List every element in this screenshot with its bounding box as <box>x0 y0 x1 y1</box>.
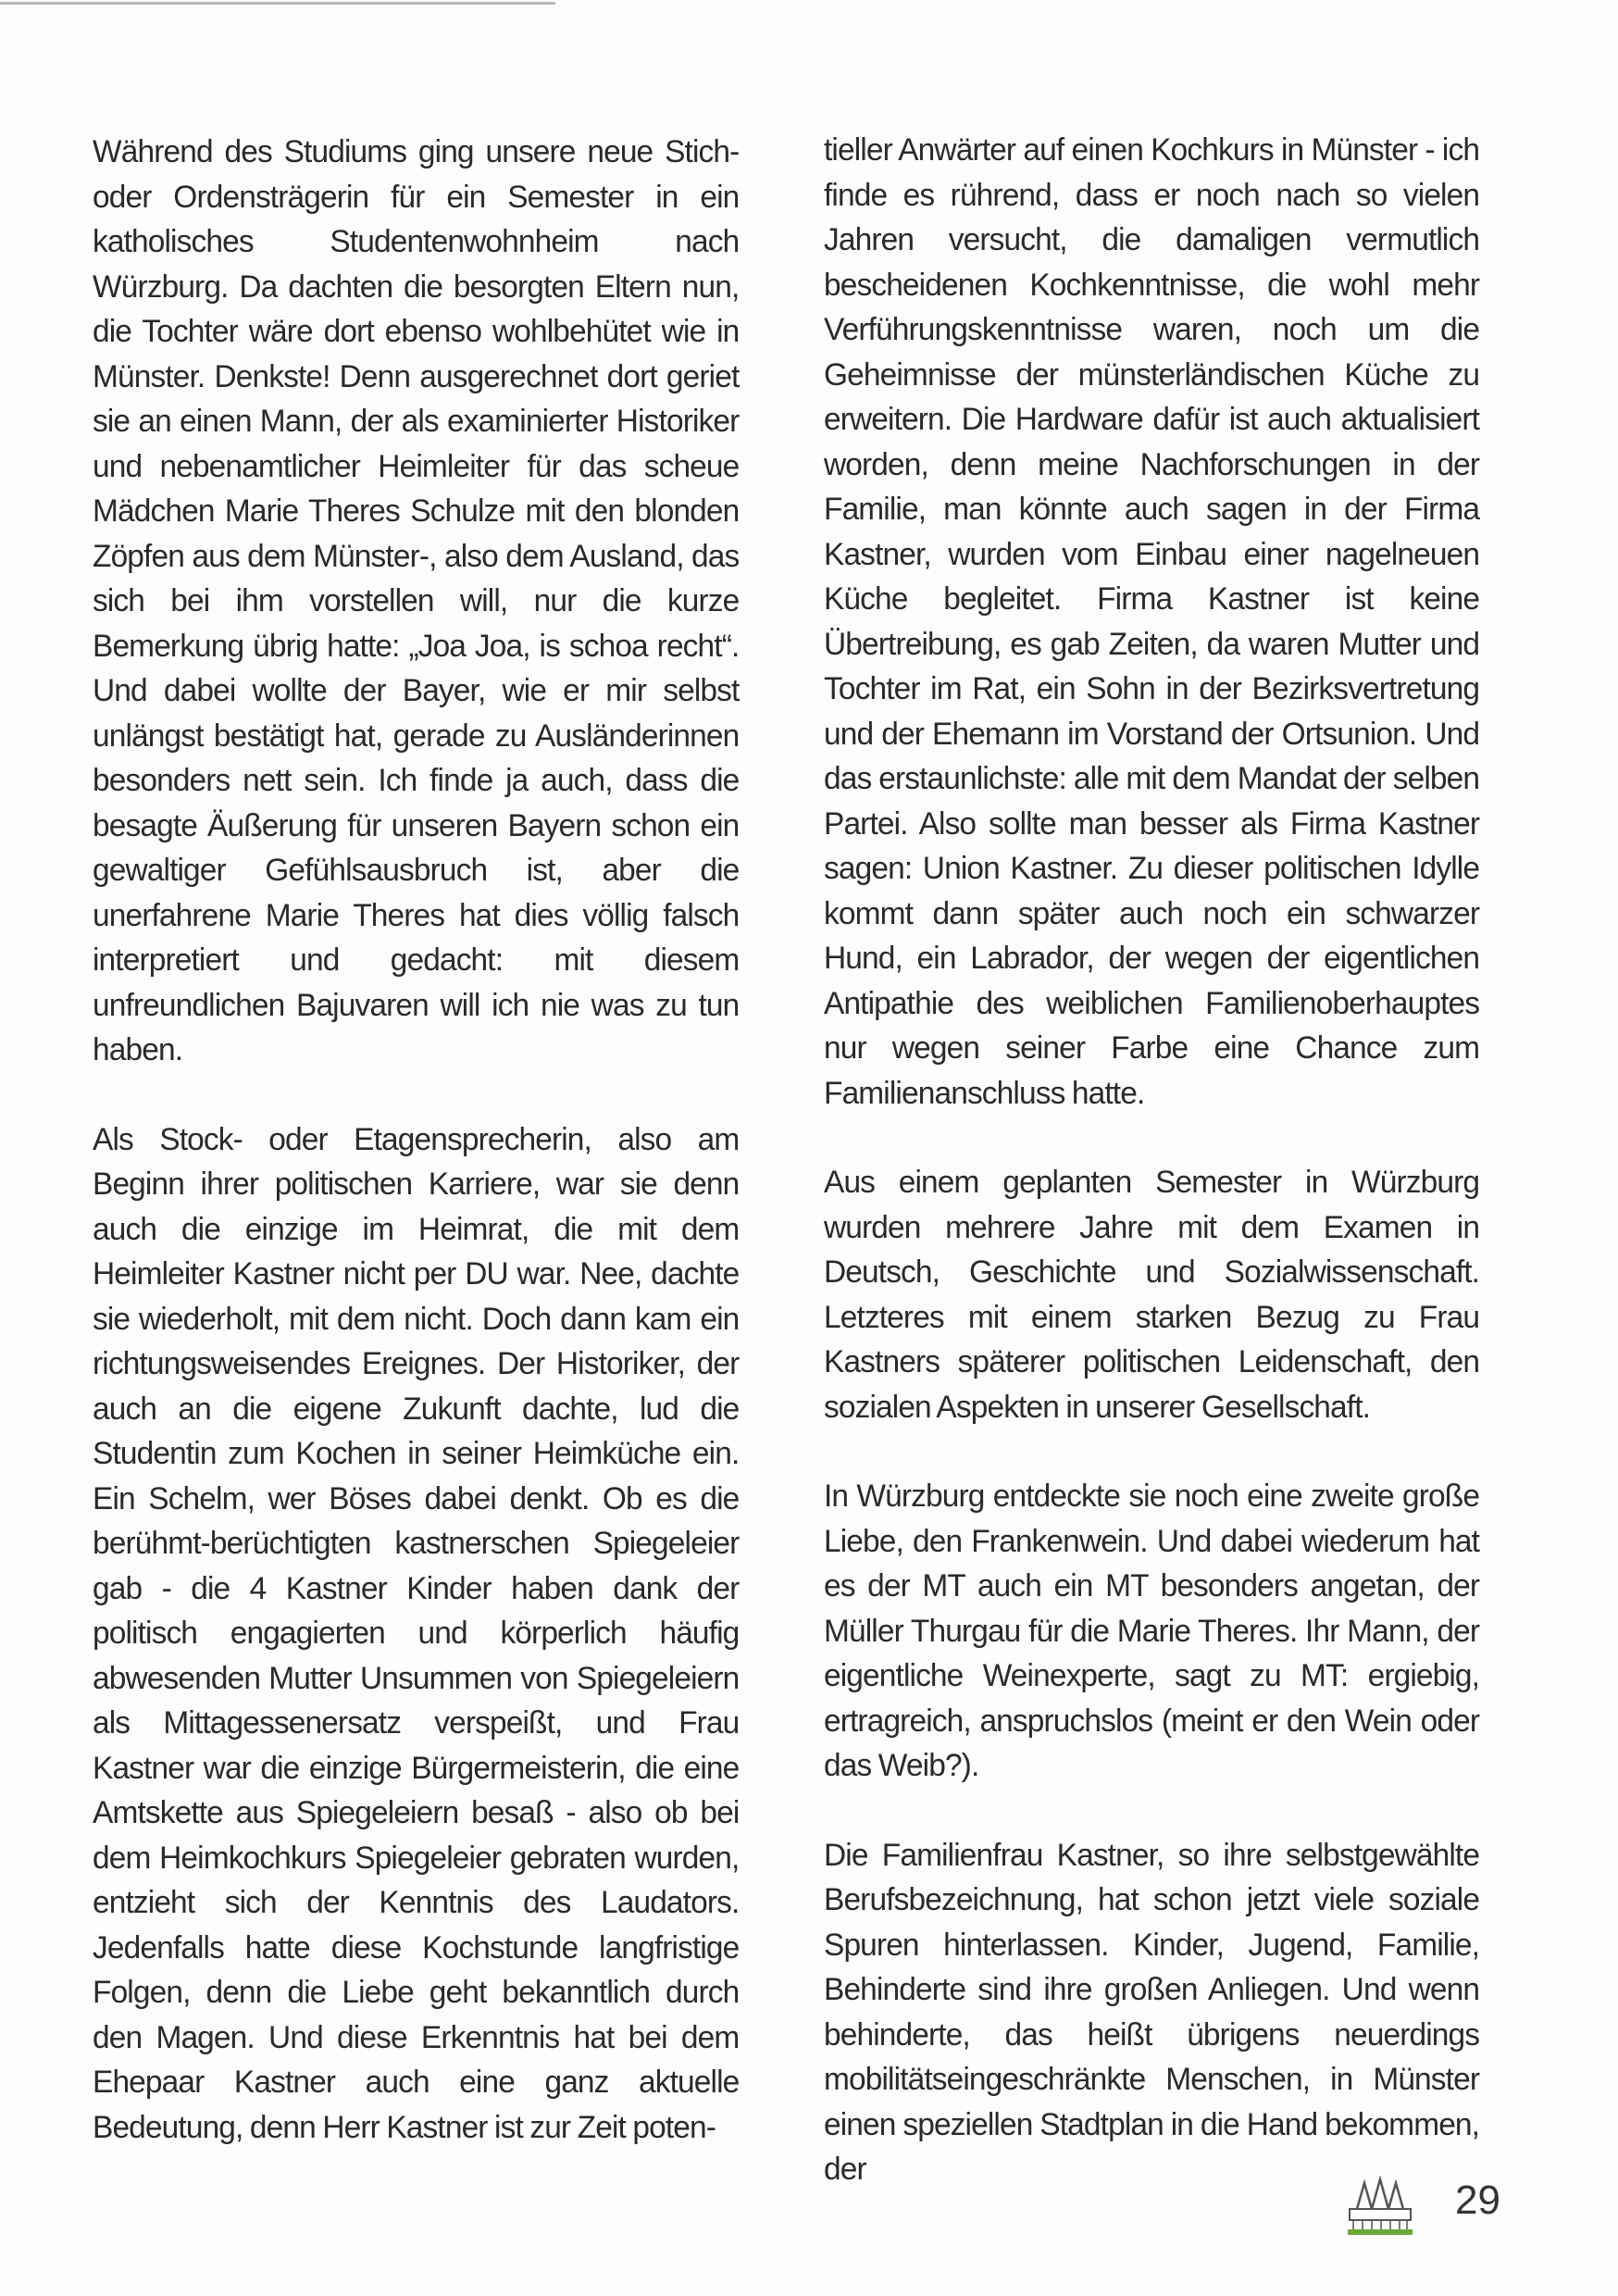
paragraph: Die Familienfrau Kastner, so ihre selbstgewählte Berufsbezeichnung, hat schon jetzt viele soziale Spuren hinterlassen. Kinder, Jugend, Familie, Behinderte sind ihre großen Anliegen. Und wenn behinderte, das heißt übrigens neuerdings mobilitätseingeschränkte Menschen, in Münster einen speziellen Stadtplan in die Hand bekommen, der <box>824 1837 1480 2187</box>
paragraph: Als Stock- oder Etagensprecherin, also am Beginn ihrer politischen Karriere, war sie denn auch die einzige im Heimrat, die mit dem Heimleiter Kastner nicht per DU war. Nee, dachte sie wiederholt, mit dem nicht. Doch dann kam ein richtungsweisendes Ereignes. Der Historiker, der auch an die eigene Zukunft dachte, lud die Studentin zum Kochen in seiner Heimküche ein. Ein Schelm, wer Böses dabei denkt. Ob es die berühmt-berüchtigten kastnerschen Spiegeleier gab - die 4 Kastner Kinder haben dank der politisch engagierten und körperlich häufig abwesenden Mutter Unsummen von Spiegeleiern als Mittagessenersatz verspeißt, und Frau Kastner war die einzige Bürgermeisterin, die eine Amtskette aus Spiegeleiern besaß - also ob bei dem Heimkochkurs Spiegeleier gebraten wurden, entzieht sich der Kenntnis des Laudators. Jedenfalls hatte diese Kochstunde langfristige Folgen, denn die Liebe geht bekanntlich durch den Magen. Und diese Erkenntnis hat bei dem Ehepaar Kastner auch eine ganz aktuelle Bedeutung, denn Herr Kastner ist zur Zeit poten- <box>93 1121 740 2145</box>
right-column <box>824 128 1500 2237</box>
building-logo-icon <box>1344 2176 1416 2239</box>
paragraph: In Würzburg entdeckte sie noch eine zweite große Liebe, den Frankenwein. Und dabei wiederum hat es der MT auch ein MT besonders angetan, der Müller Thurgau für die Marie Theres. Ihr Mann, der eigentliche Weinexperte, sagt zu MT: ergiebig, ertragreich, anspruchslos (meint er den Wein oder das Weib?). <box>824 1479 1480 1783</box>
top-rule <box>0 2 555 5</box>
left-column <box>93 130 759 2194</box>
page-number: 29 <box>1455 2177 1500 2223</box>
paragraph: tieller Anwärter auf einen Kochkurs in Münster - ich finde es rührend, dass er noch nach so vielen Jahren versucht, die damaligen vermutlich bescheidenen Kochkenntnisse, die wohl mehr Verführungskenntnisse waren, noch um die Geheimnisse der münsterländischen Küche zu erweitern. Die Hardware dafür ist auch aktualisiert worden, denn meine Nachforschungen in der Familie, man könnte auch sagen in der Firma Kastner, wurden vom Einbau einer nagelneuen Küche begleitet. Firma Kastner ist keine Übertreibung, es gab Zeiten, da waren Mutter und Tochter im Rat, ein Sohn in der Bezirksvertretung und der Ehemann im Vorstand der Ortsunion. Und das erstaunlichste: alle mit dem Mandat der selben Partei. Also sollte man besser als Firma Kastner sagen: Union Kastner. Zu dieser politischen Idylle kommt dann später auch noch ein schwarzer Hund, ein Labrador, der wegen der eigentlichen Antipathie des weiblichen Familienoberhauptes nur wegen seiner Farbe eine Chance zum Familienanschluss hatte. <box>824 132 1480 1111</box>
paragraph: Aus einem geplanten Semester in Würzburg wurden mehrere Jahre mit dem Examen in Deutsch, Geschichte und Sozialwissenschaft. Letzteres mit einem starken Bezug zu Frau Kastners späterer politischen Leidenschaft, den sozialen Aspekten in unserer Gesellschaft. <box>824 1165 1480 1425</box>
paragraph: Während des Studiums ging unsere neue Stich- oder Ordensträgerin für ein Semester in ein katholisches Studentenwohnheim nach Würzburg. Da dachten die besorgten Eltern nun, die Tochter wäre dort ebenso wohlbehütet wie in Münster. Denkste! Denn ausgerechnet dort geriet sie an einen Mann, der als examinierter Historiker und nebenamtlicher Heimleiter für das scheue Mädchen Marie Theres Schulze mit den blonden Zöpfen aus dem Münster-, also dem Ausland, das sich bei ihm vorstellen will, nur die kurze Bemerkung übrig hatte: „Joa Joa, is schoa recht“. Und dabei wollte der Bayer, wie er mir selbst unlängst bestätigt hat, gerade zu Ausländerinnen besonders nett sein. Ich finde ja auch, dass die besagte Äußerung für unseren Bayern schon ein gewaltiger Gefühlsausbruch ist, aber die unerfahrene Marie Theres hat dies völlig falsch interpretiert und gedacht: mit diesem unfreundlichen Bajuvaren will ich nie was zu tun haben. <box>93 134 740 1067</box>
